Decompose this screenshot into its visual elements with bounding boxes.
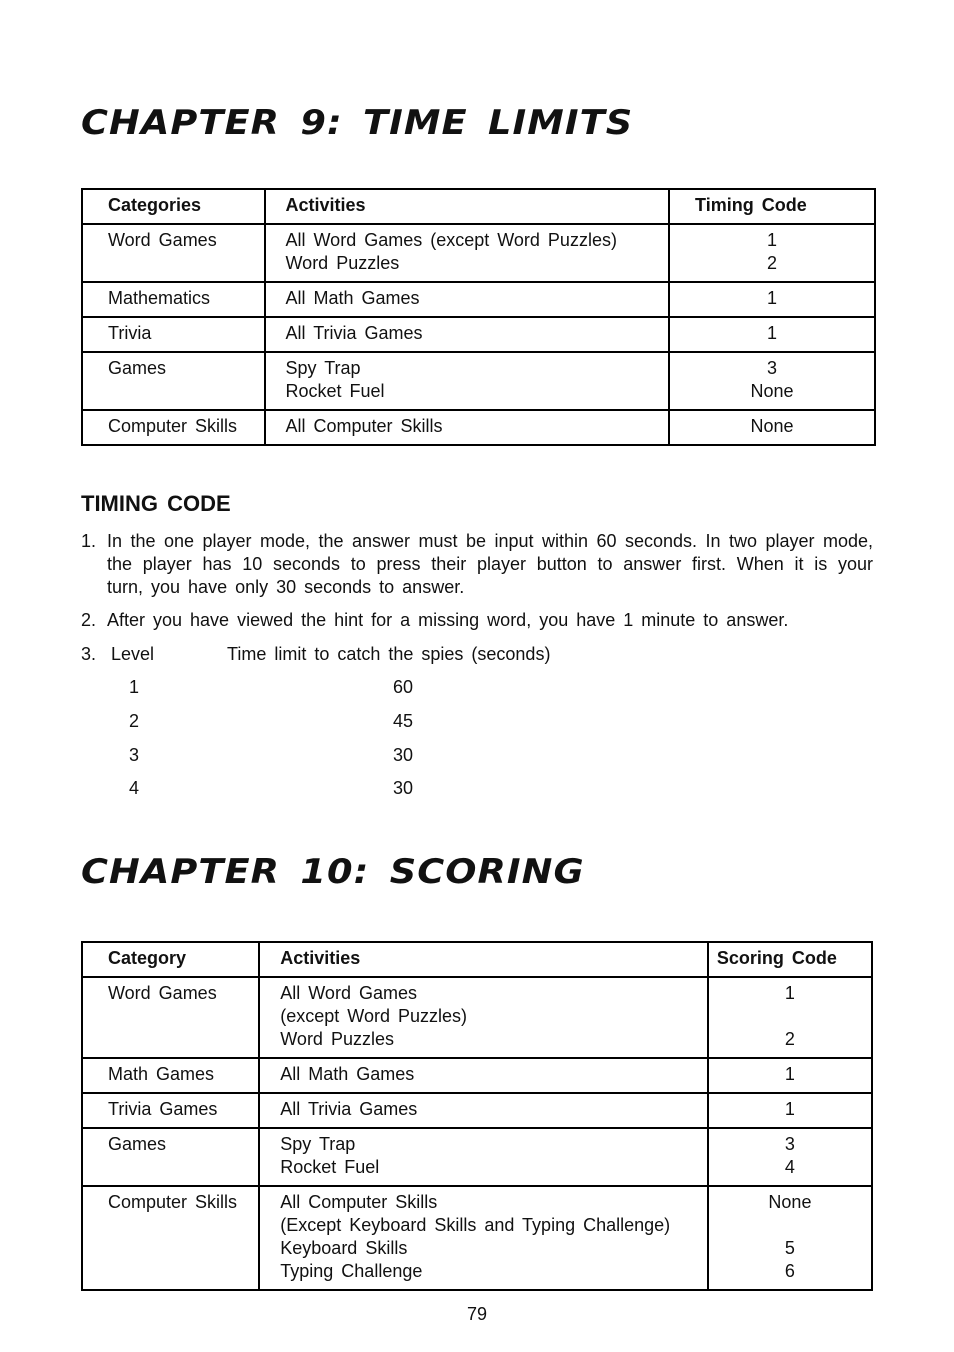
code-cell	[669, 410, 875, 445]
activity-item: All Trivia Games	[280, 1099, 418, 1119]
level-value: 3	[129, 745, 140, 765]
header-category: Category	[82, 942, 259, 977]
code-item: 1	[784, 1099, 795, 1119]
activities-cell	[265, 224, 670, 282]
code-item: 1	[767, 323, 778, 343]
activity-item: Typing Challenge	[280, 1261, 423, 1281]
activities-cell	[259, 1186, 708, 1290]
header-categories: Categories	[82, 189, 265, 224]
category-cell: Trivia	[82, 317, 265, 352]
activity-item: All Word Games	[280, 983, 417, 1003]
code-item	[709, 1214, 871, 1237]
code-item: 1	[767, 288, 778, 308]
code-item	[709, 1005, 871, 1028]
category-cell: Trivia Games	[82, 1093, 259, 1128]
header-scoring-code: Scoring Code	[708, 942, 872, 977]
code-item: None	[750, 381, 794, 401]
table-row	[82, 1128, 872, 1186]
chapter9-title: CHAPTER 9: TIME LIMITS	[81, 103, 634, 143]
table-row	[82, 1093, 872, 1128]
level-header-left: Level	[111, 644, 155, 664]
category-cell: Mathematics	[82, 282, 265, 317]
table-header-row	[82, 189, 875, 224]
timing-code-heading: TIMING CODE	[81, 491, 231, 516]
category-cell: Word Games	[82, 977, 259, 1058]
timing-item-1	[81, 530, 873, 610]
code-cell	[669, 224, 875, 282]
activities-cell	[265, 352, 670, 410]
activities-cell	[259, 1058, 708, 1093]
seconds-value: 30	[393, 745, 414, 765]
code-item: 5	[784, 1238, 795, 1258]
activity-item: Spy Trap	[285, 358, 361, 378]
category-cell: Math Games	[82, 1058, 259, 1093]
timing-item-3	[81, 643, 873, 669]
code-item: 2	[767, 253, 778, 273]
category-cell: Word Games	[82, 224, 265, 282]
table-row	[82, 282, 875, 317]
activity-item: All Computer Skills	[285, 416, 443, 436]
level-value: 4	[129, 778, 140, 798]
item-text: After you have viewed the hint for a missing word, you have 1 minute to answer.	[107, 610, 789, 630]
level-value: 1	[129, 677, 140, 697]
code-item: 4	[784, 1157, 795, 1177]
code-cell	[708, 977, 872, 1058]
code-item: 1	[784, 983, 795, 1003]
activity-item: All Math Games	[280, 1064, 415, 1084]
seconds-value: 60	[393, 677, 414, 697]
header-timing-code: Timing Code	[669, 189, 875, 224]
code-cell	[708, 1058, 872, 1093]
code-item: 1	[767, 230, 778, 250]
code-cell	[669, 352, 875, 410]
activity-item: Spy Trap	[280, 1134, 356, 1154]
activities-cell	[259, 1093, 708, 1128]
activity-item: (Except Keyboard Skills and Typing Challenge)	[280, 1215, 671, 1235]
activities-cell	[265, 317, 670, 352]
header-activities: Activities	[265, 189, 670, 224]
code-item: 3	[784, 1134, 795, 1154]
table-header-row	[82, 942, 872, 977]
chapter10-title: CHAPTER 10: SCORING	[81, 852, 585, 892]
table-row	[82, 1058, 872, 1093]
page-number: 79	[466, 1304, 488, 1324]
activity-item: All Computer Skills	[280, 1192, 438, 1212]
activity-item: Rocket Fuel	[280, 1157, 380, 1177]
item-number: 2.	[81, 610, 97, 630]
code-item: None	[750, 416, 794, 436]
category-cell: Computer Skills	[82, 1186, 259, 1290]
table-row	[82, 224, 875, 282]
table-row	[82, 352, 875, 410]
level-value: 2	[129, 711, 140, 731]
item-number: 1.	[81, 531, 97, 551]
timing-item-2	[81, 609, 873, 635]
activity-item: All Word Games (except Word Puzzles)	[285, 230, 617, 250]
table-row	[82, 410, 875, 445]
item-number: 3.	[81, 644, 97, 664]
code-cell	[708, 1186, 872, 1290]
activity-item: Rocket Fuel	[285, 381, 385, 401]
time-limits-table	[81, 188, 876, 446]
activity-item: Word Puzzles	[285, 253, 400, 273]
activity-item: Word Puzzles	[280, 1029, 394, 1049]
header-activities: Activities	[259, 942, 708, 977]
category-cell: Games	[82, 352, 265, 410]
code-item: 6	[784, 1261, 795, 1281]
activity-item: (except Word Puzzles)	[280, 1006, 467, 1026]
activities-cell	[265, 282, 670, 317]
code-item: 2	[784, 1029, 795, 1049]
activities-cell	[265, 410, 670, 445]
activities-cell	[259, 1128, 708, 1186]
seconds-value: 45	[393, 711, 414, 731]
activity-item: Keyboard Skills	[280, 1238, 408, 1258]
category-cell: Computer Skills	[82, 410, 265, 445]
code-item: 1	[784, 1064, 795, 1084]
activity-item: All Trivia Games	[285, 323, 423, 343]
code-item: None	[768, 1192, 812, 1212]
activities-cell	[259, 977, 708, 1058]
table-row	[82, 317, 875, 352]
category-cell: Games	[82, 1128, 259, 1186]
level-header-right: Time limit to catch the spies (seconds)	[227, 644, 551, 664]
table-row	[82, 1186, 872, 1290]
item-text: In the one player mode, the answer must be input within 60 seconds. In two player mode, the player has 10 seconds to press their player button to answer first. When it is your turn, you have only 30 seconds to answer.	[107, 531, 873, 597]
code-cell	[669, 317, 875, 352]
code-item: 3	[767, 358, 778, 378]
scoring-table	[81, 941, 873, 1291]
seconds-value: 30	[393, 778, 414, 798]
code-cell	[669, 282, 875, 317]
code-cell	[708, 1128, 872, 1186]
table-row	[82, 977, 872, 1058]
activity-item: All Math Games	[285, 288, 420, 308]
code-cell	[708, 1093, 872, 1128]
